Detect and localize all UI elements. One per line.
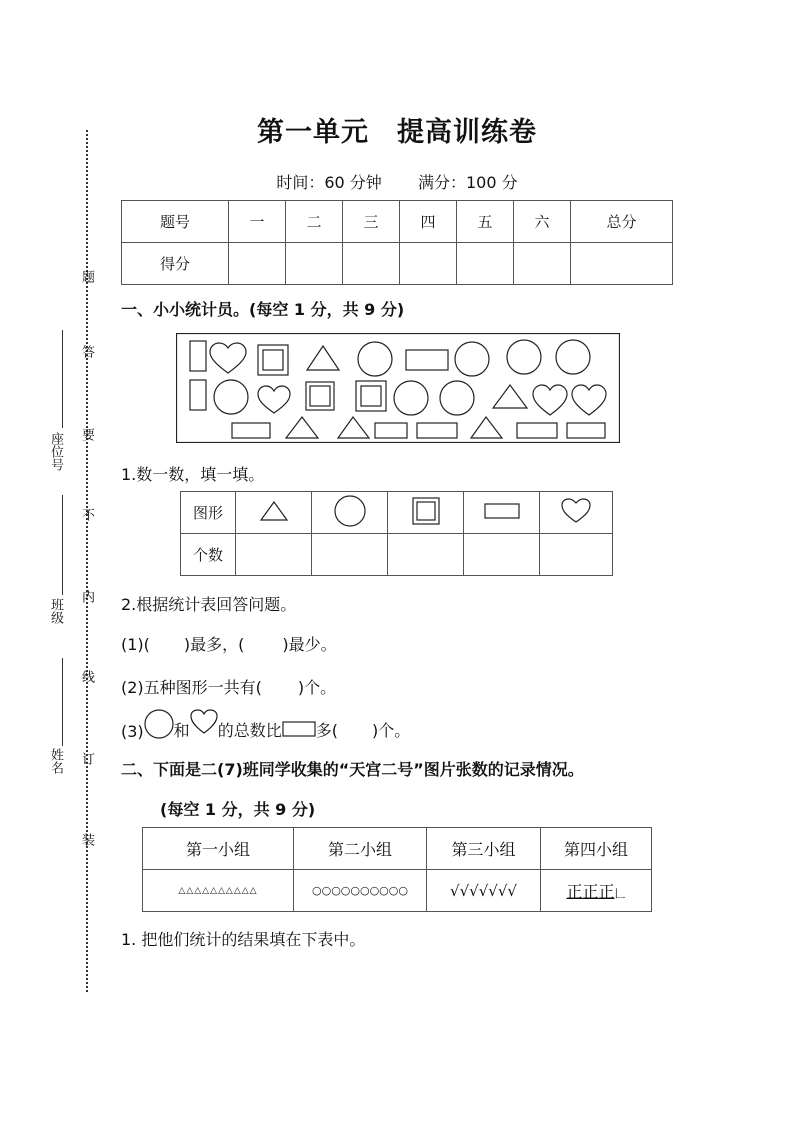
binding-char: 线 <box>79 670 94 683</box>
page-title: 第一单元 提高训练卷 <box>257 117 537 148</box>
binding-char: 题 <box>79 270 94 283</box>
binding-char: 要 <box>79 428 94 441</box>
count-input-cell[interactable] <box>312 534 388 576</box>
score-cell: 六 <box>514 201 571 243</box>
score-cell: 二 <box>286 201 343 243</box>
binding-char: 答 <box>79 345 94 358</box>
heart-icon <box>190 709 218 735</box>
section1-heading: 一、小小统计员。(每空 1 分，共 9 分) <box>121 300 405 319</box>
triangle-icon <box>338 417 369 438</box>
rectangle-icon <box>375 423 407 438</box>
circle-icon <box>507 340 541 374</box>
triangle-icon <box>493 385 527 408</box>
record-cell: √√√√√√√ <box>427 870 541 912</box>
count-input-cell[interactable] <box>388 534 464 576</box>
score-table <box>121 200 673 285</box>
exam-info <box>0 170 794 193</box>
rectangle-icon <box>517 423 557 438</box>
heart-icon <box>540 492 613 534</box>
question-2-1: 1. 把他们统计的结果填在下表中。 <box>121 930 366 949</box>
score-cell: 三 <box>343 201 400 243</box>
score-input-cell[interactable] <box>571 243 673 285</box>
rectangle-icon <box>232 423 270 438</box>
name-label: 姓名 <box>48 748 63 774</box>
double-square-icon <box>306 382 334 410</box>
binding-char: 装 <box>79 833 94 846</box>
circle-icon <box>144 709 174 739</box>
score-input-cell[interactable] <box>343 243 400 285</box>
binding-dotted-line <box>86 130 88 992</box>
triangle-icon <box>236 492 312 534</box>
circle-icon <box>455 342 489 376</box>
question-1-1: 1.数一数，填一填。 <box>121 465 265 484</box>
binding-char: 内 <box>79 590 94 603</box>
rectangle-icon <box>417 423 457 438</box>
rectangle-icon <box>190 341 206 371</box>
class-field[interactable] <box>62 495 63 595</box>
binding-char: 不 <box>79 508 94 521</box>
triangle-icon <box>471 417 502 438</box>
heart-icon <box>258 386 290 413</box>
section2-heading: 二、下面是二(7)班同学收集的“天宫二号”图片张数的记录情况。 <box>121 760 584 779</box>
question-1-2: 2.根据统计表回答问题。 <box>121 595 297 614</box>
rectangle-icon <box>190 380 206 410</box>
circle-icon <box>214 380 248 414</box>
rectangle-icon <box>567 423 605 438</box>
score-input-cell[interactable] <box>400 243 457 285</box>
group-header: 第四小组 <box>541 828 652 870</box>
rectangle-icon <box>282 721 316 737</box>
heart-icon <box>572 385 606 415</box>
score-input-cell[interactable] <box>514 243 571 285</box>
class-label: 班级 <box>48 598 63 624</box>
double-square-icon <box>388 492 464 534</box>
score-input-cell[interactable] <box>286 243 343 285</box>
heart-icon <box>533 385 567 415</box>
name-field[interactable] <box>62 658 63 746</box>
full-score-info: 满分：100 分 <box>418 173 518 192</box>
circle-icon <box>312 492 388 534</box>
double-square-icon <box>356 381 386 411</box>
count-input-cell[interactable] <box>464 534 540 576</box>
score-input-cell[interactable] <box>457 243 514 285</box>
record-cell: 正正正𠃊 <box>541 870 652 912</box>
group-header: 第三小组 <box>427 828 541 870</box>
group-header: 第二小组 <box>294 828 427 870</box>
circle-icon <box>440 381 474 415</box>
question-1-2-3: (3) 和 的总数比 多( )个。 <box>121 707 410 741</box>
score-cell: 四 <box>400 201 457 243</box>
score-cell: 得分 <box>122 243 229 285</box>
count-input-cell[interactable] <box>540 534 613 576</box>
count-table <box>180 491 613 576</box>
record-table <box>142 827 652 912</box>
score-cell: 一 <box>229 201 286 243</box>
count-input-cell[interactable] <box>236 534 312 576</box>
rectangle-icon <box>406 350 448 370</box>
double-square-icon <box>258 345 288 375</box>
record-cell: △△△△△△△△△△ <box>143 870 294 912</box>
question-1-2-2: (2)五种图形一共有( )个。 <box>121 678 337 697</box>
rectangle-icon <box>464 492 540 534</box>
seat-number-label: 座位号 <box>48 432 63 471</box>
record-cell: ○○○○○○○○○○ <box>294 870 427 912</box>
circle-icon <box>358 342 392 376</box>
score-cell: 总分 <box>571 201 673 243</box>
section2-points: (每空 1 分，共 9 分) <box>160 800 316 819</box>
score-cell: 题号 <box>122 201 229 243</box>
circle-icon <box>394 381 428 415</box>
score-input-cell[interactable] <box>229 243 286 285</box>
score-cell: 五 <box>457 201 514 243</box>
seat-number-field[interactable] <box>62 330 63 428</box>
question-1-2-1: (1)( )最多，( )最少。 <box>121 635 337 654</box>
heart-icon <box>210 343 246 373</box>
count-label: 个数 <box>181 534 236 576</box>
binding-char: 订 <box>79 752 94 765</box>
triangle-icon <box>286 417 318 438</box>
time-info: 时间：60 分钟 <box>276 173 382 192</box>
shape-header-label: 图形 <box>181 492 236 534</box>
circle-icon <box>556 340 590 374</box>
shapes-figure <box>176 333 620 443</box>
triangle-icon <box>307 346 339 370</box>
group-header: 第一小组 <box>143 828 294 870</box>
